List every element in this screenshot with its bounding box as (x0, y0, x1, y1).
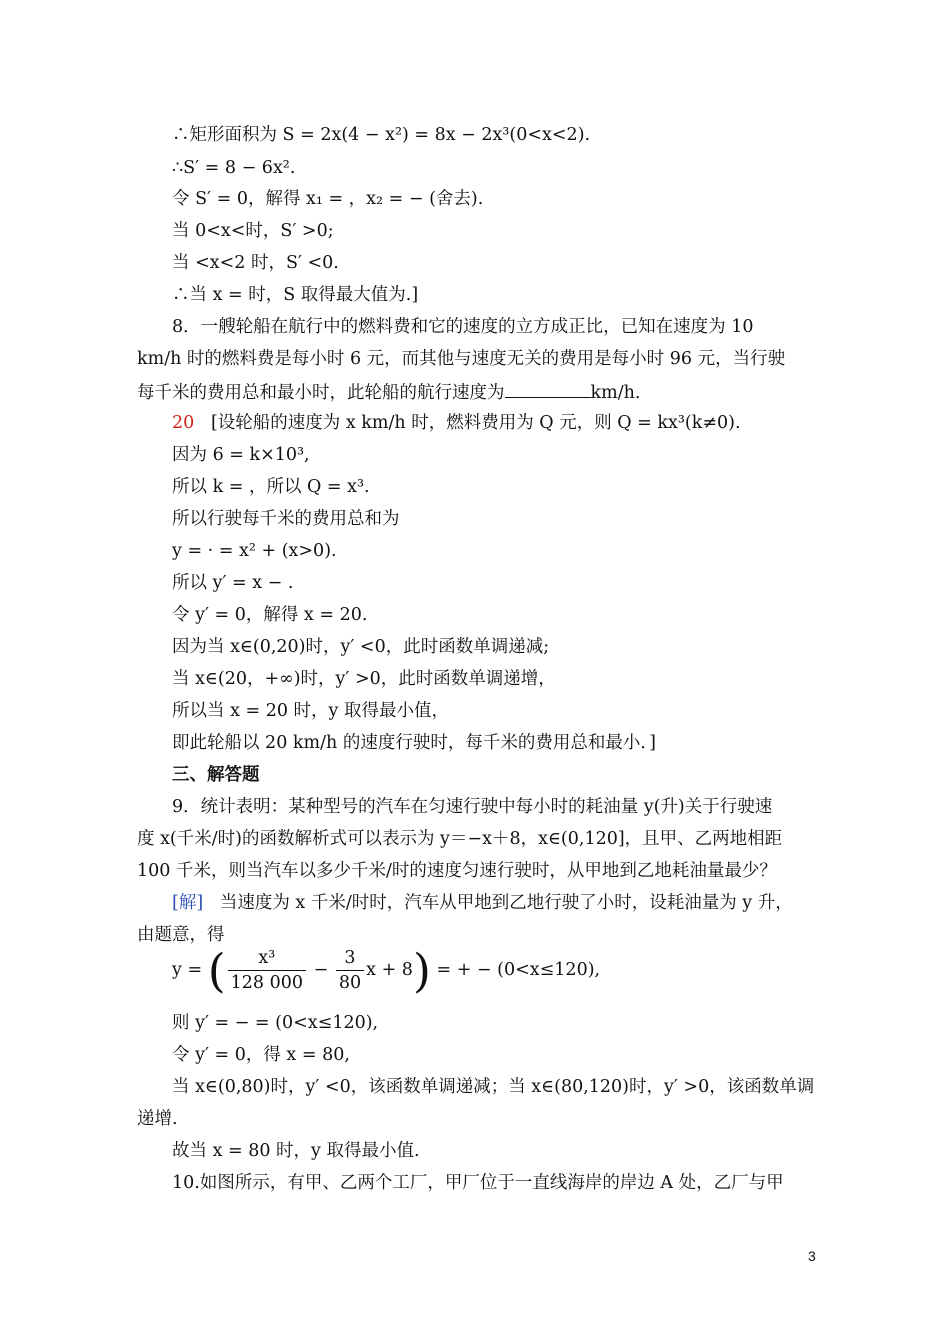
question-8-line (137, 379, 640, 405)
solution-line: 当 x∈(0,80)时，y′ <0，该函数单调递减；当 x∈(80,120)时，y′ >0，该函数单调 (172, 1077, 815, 1097)
solution-text: [设轮船的速度为 x km/h 时，燃料费用为 Q 元，则 Q = kx³(k≠0). (210, 413, 741, 433)
fraction-denominator: 80 (336, 970, 364, 995)
question-9-line: 100 千米，则当汽车以多少千米/时的速度匀速行驶时，从甲地到乙地耗油量最少？ (137, 861, 777, 881)
solution-line: 所以行驶每千米的费用总和为 (172, 509, 400, 529)
text-line: ∴S′ = 8 − 6x². (172, 158, 296, 178)
fraction (228, 946, 306, 995)
unit-text: km/h. (590, 383, 641, 403)
fraction-numerator: 3 (344, 948, 356, 968)
question-8-line: km/h 时的燃料费是每小时 6 元，而其他与速度无关的费用是每小时 96 元，当行驶 (137, 349, 786, 369)
solution-line: y = · = x² + (x>0). (172, 541, 337, 561)
solution-line: 则 y′ = − = (0<x≤120), (172, 1013, 379, 1033)
right-paren: ) (412, 943, 431, 998)
left-paren: ( (207, 943, 226, 998)
solution-line: 所以 k = ，所以 Q = x³. (172, 477, 370, 497)
section-heading: 三、解答题 (172, 765, 260, 785)
solution-line (172, 891, 793, 915)
question-10-line: 10.如图所示，有甲、乙两个工厂，甲厂位于一直线海岸的岸边 A 处，乙厂与甲 (172, 1173, 784, 1193)
question-9-line: 度 x(千米/时)的函数解析式可以表示为 y＝−x＋8，x∈(0,120]，且甲、乙两地相距 (137, 829, 783, 849)
equation-line (172, 943, 601, 998)
solution-tag: [解] (172, 893, 204, 913)
question-9-line: 9．统计表明：某种型号的汽车在匀速行驶中每小时的耗油量 y(升)关于行驶速 (172, 797, 773, 817)
question-8-text: 每千米的费用总和最小时，此轮船的航行速度为 (137, 383, 505, 403)
answer-blank (505, 379, 591, 398)
text-line: 当 <x<2 时，S′ <0. (172, 253, 339, 273)
solution-line: 所以当 x = 20 时，y 取得最小值， (172, 701, 449, 721)
solution-line: 即此轮船以 20 km/h 的速度行驶时，每千米的费用总和最小．] (172, 733, 656, 753)
fraction-numerator: x³ (258, 948, 276, 968)
text-line: 当 0<x<时，S′ >0; (172, 221, 334, 241)
answer-value: 20 (172, 413, 195, 433)
solution-line: 令 y′ = 0，解得 x = 20. (172, 605, 368, 625)
solution-line: 当 x∈(20，+∞)时，y′ >0，此时函数单调递增， (172, 669, 556, 689)
solution-line (172, 411, 741, 435)
solution-line: 所以 y′ = x − . (172, 573, 294, 593)
text-line: ∴矩形面积为 S = 2x(4 − x²) = 8x − 2x³(0<x<2). (172, 125, 591, 145)
equation-rhs: = + − (0<x≤120), (436, 960, 601, 980)
minus-sign: − (313, 960, 329, 980)
text-line: 令 S′ = 0，解得 x₁ = ，x₂ = − (舍去). (172, 189, 484, 209)
equation-lhs: y = (172, 960, 203, 980)
solution-line: 递增. (137, 1109, 178, 1129)
fraction-denominator: 128 000 (228, 970, 306, 995)
fraction (336, 946, 364, 995)
solution-line: 因为 6 = k×10³, (172, 445, 310, 465)
question-8-line: 8．一艘轮船在航行中的燃料费和它的速度的立方成正比，已知在速度为 10 (172, 317, 754, 337)
solution-line: 故当 x = 80 时，y 取得最小值. (172, 1141, 420, 1161)
solution-line: 由题意，得 (137, 925, 225, 945)
solution-line: 令 y′ = 0，得 x = 80, (172, 1045, 350, 1065)
solution-line: 因为当 x∈(0,20)时，y′ <0，此时函数单调递减; (172, 637, 550, 657)
page-number: 3 (808, 1248, 816, 1264)
equation-term: x + 8 (366, 960, 413, 980)
text-line: ∴当 x = 时，S 取得最大值为.] (172, 285, 419, 305)
solution-text: 当速度为 x 千米/时时，汽车从甲地到乙地行驶了小时，设耗油量为 y 升， (219, 893, 793, 913)
